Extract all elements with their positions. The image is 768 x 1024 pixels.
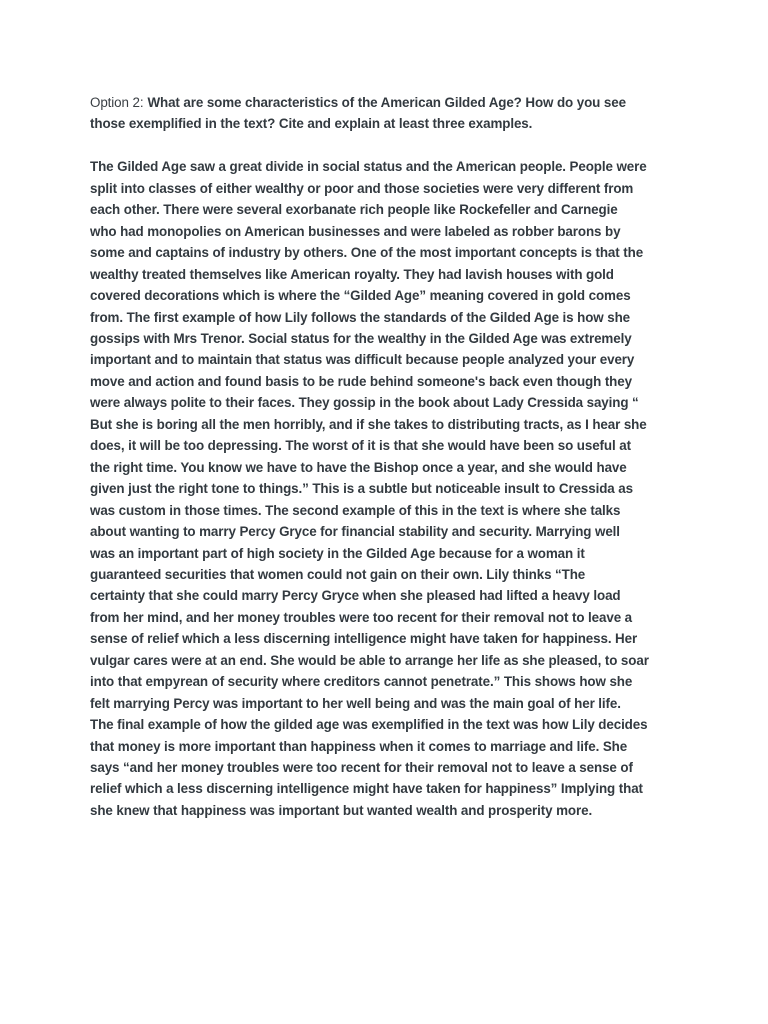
answer-line: each other. There were several exorbanate rich people like Rockefeller and Carnegie [90, 202, 618, 218]
option-label: Option 2: [90, 95, 144, 110]
answer-line: important and to maintain that status was difficult because people analyzed your every [90, 352, 635, 368]
answer-line: But she is boring all the men horribly, and if she takes to distributing tracts, as I hear she [90, 416, 647, 432]
answer-line: says “and her money troubles were too recent for their removal not to leave a sense of [90, 760, 633, 776]
answer-line: The Gilded Age saw a great divide in social status and the American people. People were [90, 159, 647, 175]
prompt-line-1 [90, 92, 688, 113]
answer-line: into that empyrean of security where creditors cannot penetrate.” This shows how she [90, 674, 633, 690]
answer-line: from her mind, and her money troubles were too recent for their removal not to leave a [90, 609, 633, 625]
answer-line: who had monopolies on American businesses and were labeled as robber barons by [90, 223, 621, 239]
answer-line: split into classes of either wealthy or poor and those societies were very different from [90, 180, 634, 196]
answer-paragraph [90, 156, 688, 821]
answer-line: vulgar cares were at an end. She would be able to arrange her life as she pleased, to soar [90, 652, 649, 668]
answer-line: were always polite to their faces. They gossip in the book about Lady Cressida saying “ [90, 395, 639, 411]
answer-line: that money is more important than happiness when it comes to marriage and life. She [90, 738, 628, 754]
answer-line: sense of relief which a less discerning intelligence might have taken for happiness. Her [90, 631, 638, 647]
answer-line: from. The first example of how Lily follows the standards of the Gilded Age is how she [90, 309, 630, 325]
answer-line: some and captains of industry by others. One of the most important concepts is that the [90, 245, 644, 261]
answer-line: covered decorations which is where the “Gilded Age” meaning covered in gold comes [90, 288, 631, 304]
prompt-paragraph [90, 92, 688, 135]
answer-line: does, it will be too depressing. The worst of it is that she would have been so useful at [90, 438, 631, 454]
answer-line: given just the right tone to things.” This is a subtle but noticeable insult to Cressida as [90, 481, 633, 497]
answer-line: certainty that she could marry Percy Gryce when she pleased had lifted a heavy load [90, 588, 621, 604]
answer-line: move and action and found basis to be rude behind someone's back even though they [90, 373, 632, 389]
answer-line: The final example of how the gilded age was exemplified in the text was how Lily decides [90, 717, 648, 733]
answer-line: relief which a less discerning intelligence might have taken for happiness” Implying that [90, 781, 643, 797]
answer-line: felt marrying Percy was important to her well being and was the main goal of her life. [90, 695, 621, 711]
document-content [90, 92, 688, 821]
answer-line: the right time. You know we have to have the Bishop once a year, and she would have [90, 459, 627, 475]
answer-line: was custom in those times. The second example of this in the text is where she talks [90, 502, 621, 518]
question-text-line-1: What are some characteristics of the American Gilded Age? How do you see [147, 95, 626, 110]
answer-line: wealthy treated themselves like American royalty. They had lavish houses with gold [90, 266, 614, 282]
answer-line: was an important part of high society in the Gilded Age because for a woman it [90, 545, 585, 561]
answer-line: guaranteed securities that women could not gain on their own. Lily thinks “The [90, 566, 586, 582]
answer-line: she knew that happiness was important but wanted wealth and prosperity more. [90, 802, 593, 818]
answer-line: gossips with Mrs Trenor. Social status for the wealthy in the Gilded Age was extremely [90, 330, 632, 346]
question-text-line-2: those exemplified in the text? Cite and explain at least three examples. [90, 116, 533, 132]
answer-line: about wanting to marry Percy Gryce for financial stability and security. Marrying well [90, 524, 620, 540]
